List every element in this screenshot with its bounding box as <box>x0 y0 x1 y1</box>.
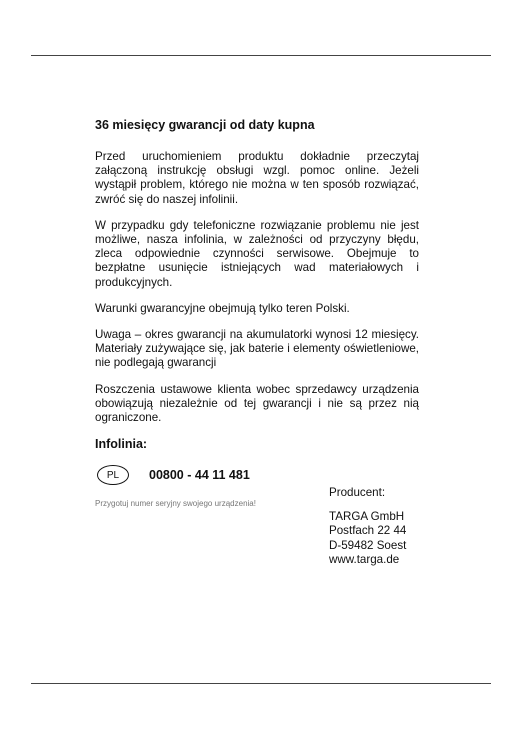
producer-city: D-59482 Soest <box>329 538 407 552</box>
hotline-phone-number: 00800 - 44 11 481 <box>149 468 250 483</box>
serial-number-note: Przygotuj numer seryjny swojego urządzenia! <box>95 499 256 509</box>
producer-label: Producent: <box>329 486 386 499</box>
paragraph-territory: Warunki gwarancyjne obejmują tylko teren Polski. <box>95 301 350 315</box>
paragraph-battery-note: Uwaga – okres gwarancji na akumulatorki wynosi 12 miesięcy. Materiały zużywające się, jak baterie i elementy oświetleniowe, nie podlegają gwarancji <box>95 328 419 370</box>
page-title: 36 miesięcy gwarancji od daty kupna <box>95 118 315 132</box>
paragraph-instructions: Przed uruchomieniem produktu dokładnie przeczytaj załączoną instrukcję obsługi wzgl. pomoc online. Jeżeli wystąpił problem, którego nie można w ten sposób rozwiązać, zwróć się do naszej infolinii. <box>95 150 419 206</box>
country-badge-icon: PL <box>97 465 129 485</box>
paragraph-statutory-claims: Roszczenia ustawowe klienta wobec sprzedawcy urządzenia obowiązują niezależnie od tej gwarancji i nie są przez nią ograniczone. <box>95 382 419 425</box>
infolinia-title: Infolinia: <box>95 437 148 452</box>
producer-website: www.targa.de <box>329 552 400 566</box>
top-rule <box>31 55 491 56</box>
hotline-row <box>95 462 419 488</box>
producer-postbox: Postfach 22 44 <box>329 524 407 538</box>
producer-block <box>329 486 439 567</box>
paragraph-service: W przypadku gdy telefoniczne rozwiązanie problemu nie jest możliwe, nasza infolinia, w zależności od przyczyny błędu, zleca odpowiednie czynności serwisowe. Obejmuje to bezpłatne usunięcie istniejących wad materiałowych i produkcyjnych. <box>95 218 419 289</box>
producer-company: TARGA GmbH <box>329 510 405 524</box>
bottom-rule <box>31 683 491 684</box>
warranty-content <box>95 118 419 508</box>
